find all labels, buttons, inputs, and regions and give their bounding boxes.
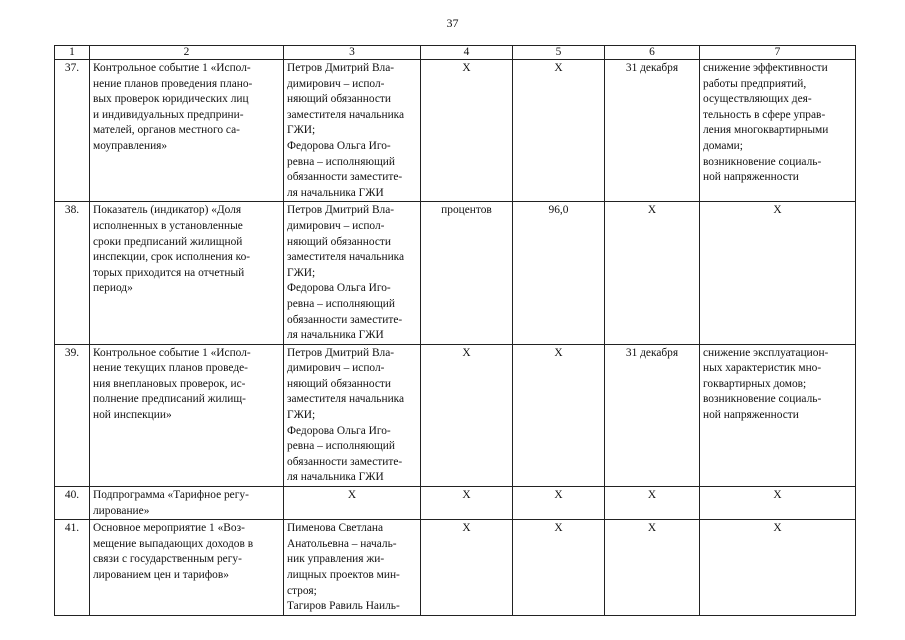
table-row (55, 202, 856, 344)
cell-line: ревна – исполняющий (287, 155, 395, 168)
cell-line: ГЖИ; (287, 124, 316, 137)
column-header: 2 (90, 46, 284, 60)
cell-line: ля начальника ГЖИ (287, 471, 384, 484)
cell-line: ния внеплановых проверок, ис- (93, 377, 246, 390)
cell-line: нение текущих планов проведе- (93, 362, 248, 375)
cell-line: Подпрограмма «Тарифное регу- (93, 489, 249, 502)
row-number-cell: 37. (55, 60, 90, 202)
column-header: 6 (605, 46, 700, 60)
cell-line: ГЖИ; (287, 409, 316, 422)
cell-line: Х (773, 489, 782, 502)
cell-line: исполненных в установленные (93, 219, 243, 232)
cell-line: мещение выпадающих доходов в (93, 537, 254, 550)
cell-line: Х (773, 522, 782, 535)
risks-cell (700, 60, 856, 202)
plan-table (54, 45, 856, 616)
cell-line: ной напряженности (703, 171, 799, 184)
table-row (55, 60, 856, 202)
cell-line: лированием цен и тарифов» (93, 569, 229, 581)
row-number-cell: 40. (55, 487, 90, 520)
unit-cell: Х (421, 344, 513, 486)
table-row (55, 487, 856, 520)
row-number-cell: 39. (55, 344, 90, 486)
cell-line: димирович – испол- (287, 362, 385, 375)
risks-cell (700, 344, 856, 486)
cell-line: снижение эксплуатацион- (703, 346, 829, 359)
cell-line: лирование» (93, 504, 150, 517)
cell-line: заместителя начальника (287, 393, 405, 406)
cell-line: ГЖИ; (287, 266, 316, 279)
cell-line: ления многоквартирными (703, 124, 829, 137)
event-name-cell (90, 202, 284, 344)
cell-line: Анатольевна – началь- (287, 537, 397, 550)
cell-line: работы предприятий, (703, 77, 807, 90)
cell-line: возникновение социаль- (703, 155, 822, 168)
cell-line: инспекции, срок исполнения ко- (93, 251, 251, 264)
unit-cell: процентов (421, 202, 513, 344)
cell-line: Федорова Ольга Иго- (287, 282, 391, 295)
cell-line: ник управления жи- (287, 553, 385, 566)
cell-line: ной напряженности (703, 409, 799, 422)
cell-line: нение планов проведения плано- (93, 77, 253, 90)
cell-line: няющий обязанности (287, 235, 391, 248)
event-name-cell (90, 487, 284, 520)
risks-cell (700, 202, 856, 344)
table-row (55, 344, 856, 486)
cell-line: домами; (703, 139, 743, 152)
cell-line: ревна – исполняющий (287, 297, 395, 310)
cell-line: Контрольное событие 1 «Испол- (93, 62, 251, 74)
responsible-cell (284, 60, 421, 202)
cell-line: димирович – испол- (287, 219, 385, 232)
cell-line: Х (773, 204, 782, 217)
cell-line: няющий обязанности (287, 93, 391, 106)
risks-cell (700, 487, 856, 520)
date-cell: Х (605, 520, 700, 616)
date-cell: 31 декабря (605, 344, 700, 486)
cell-line: снижение эффективности (703, 62, 828, 74)
cell-line: ля начальника ГЖИ (287, 329, 384, 342)
date-cell: Х (605, 202, 700, 344)
cell-line: Пименова Светлана (287, 522, 384, 535)
cell-line: тельность в сфере управ- (703, 108, 826, 121)
cell-line: заместителя начальника (287, 251, 405, 264)
cell-line: Петров Дмитрий Вла- (287, 346, 395, 359)
column-header: 7 (700, 46, 856, 60)
table-row (55, 520, 856, 616)
cell-line: Основное мероприятие 1 «Воз- (93, 522, 245, 535)
cell-line: осуществляющих дея- (703, 93, 812, 106)
cell-line: период» (93, 282, 133, 295)
risks-cell (700, 520, 856, 616)
column-header: 4 (421, 46, 513, 60)
unit-cell: Х (421, 60, 513, 202)
cell-line: ных характеристик мно- (703, 362, 822, 375)
cell-line: ной инспекции» (93, 409, 172, 422)
cell-line: связи с государственным регу- (93, 553, 242, 566)
cell-line: обязанности заместите- (287, 171, 403, 184)
cell-line: мателей, органов местного са- (93, 124, 240, 137)
cell-line: Петров Дмитрий Вла- (287, 62, 395, 74)
cell-line: торых приходится на отчетный (93, 266, 245, 279)
event-name-cell (90, 520, 284, 616)
cell-line: гоквартирных домов; (703, 377, 807, 390)
cell-line: Федорова Ольга Иго- (287, 424, 391, 437)
responsible-cell (284, 344, 421, 486)
column-header: 1 (55, 46, 90, 60)
row-number-cell: 38. (55, 202, 90, 344)
value-cell: Х (513, 344, 605, 486)
column-header: 5 (513, 46, 605, 60)
cell-line: ревна – исполняющий (287, 440, 395, 453)
unit-cell: Х (421, 520, 513, 616)
event-name-cell (90, 60, 284, 202)
responsible-cell (284, 202, 421, 344)
cell-line: ля начальника ГЖИ (287, 186, 384, 199)
value-cell: Х (513, 487, 605, 520)
unit-cell: Х (421, 487, 513, 520)
date-cell: 31 декабря (605, 60, 700, 202)
cell-line: Х (347, 489, 357, 502)
cell-line: Тагиров Равиль Наиль- (287, 600, 400, 613)
column-header: 3 (284, 46, 421, 60)
value-cell: 96,0 (513, 202, 605, 344)
cell-line: Контрольное событие 1 «Испол- (93, 346, 251, 359)
table-header-row (55, 46, 856, 60)
date-cell: Х (605, 487, 700, 520)
cell-line: моуправления» (93, 139, 168, 152)
cell-line: сроки предписаний жилищной (93, 235, 243, 248)
responsible-cell (284, 520, 421, 616)
event-name-cell (90, 344, 284, 486)
cell-line: и индивидуальных предприни- (93, 108, 244, 121)
responsible-cell (284, 487, 421, 520)
cell-line: вых проверок юридических лиц (93, 93, 249, 106)
cell-line: полнение предписаний жилищ- (93, 393, 246, 406)
cell-line: заместителя начальника (287, 108, 405, 121)
cell-line: Федорова Ольга Иго- (287, 139, 391, 152)
cell-line: Показатель (индикатор) «Доля (93, 204, 242, 217)
value-cell: Х (513, 60, 605, 202)
cell-line: димирович – испол- (287, 77, 385, 90)
row-number-cell: 41. (55, 520, 90, 616)
cell-line: обязанности заместите- (287, 455, 403, 468)
cell-line: лищных проектов мин- (287, 569, 400, 581)
page-number: 37 (446, 16, 459, 30)
cell-line: обязанности заместите- (287, 313, 403, 326)
cell-line: няющий обязанности (287, 377, 391, 390)
cell-line: возникновение социаль- (703, 393, 822, 406)
value-cell: Х (513, 520, 605, 616)
cell-line: строя; (287, 584, 317, 597)
cell-line: Петров Дмитрий Вла- (287, 204, 395, 217)
